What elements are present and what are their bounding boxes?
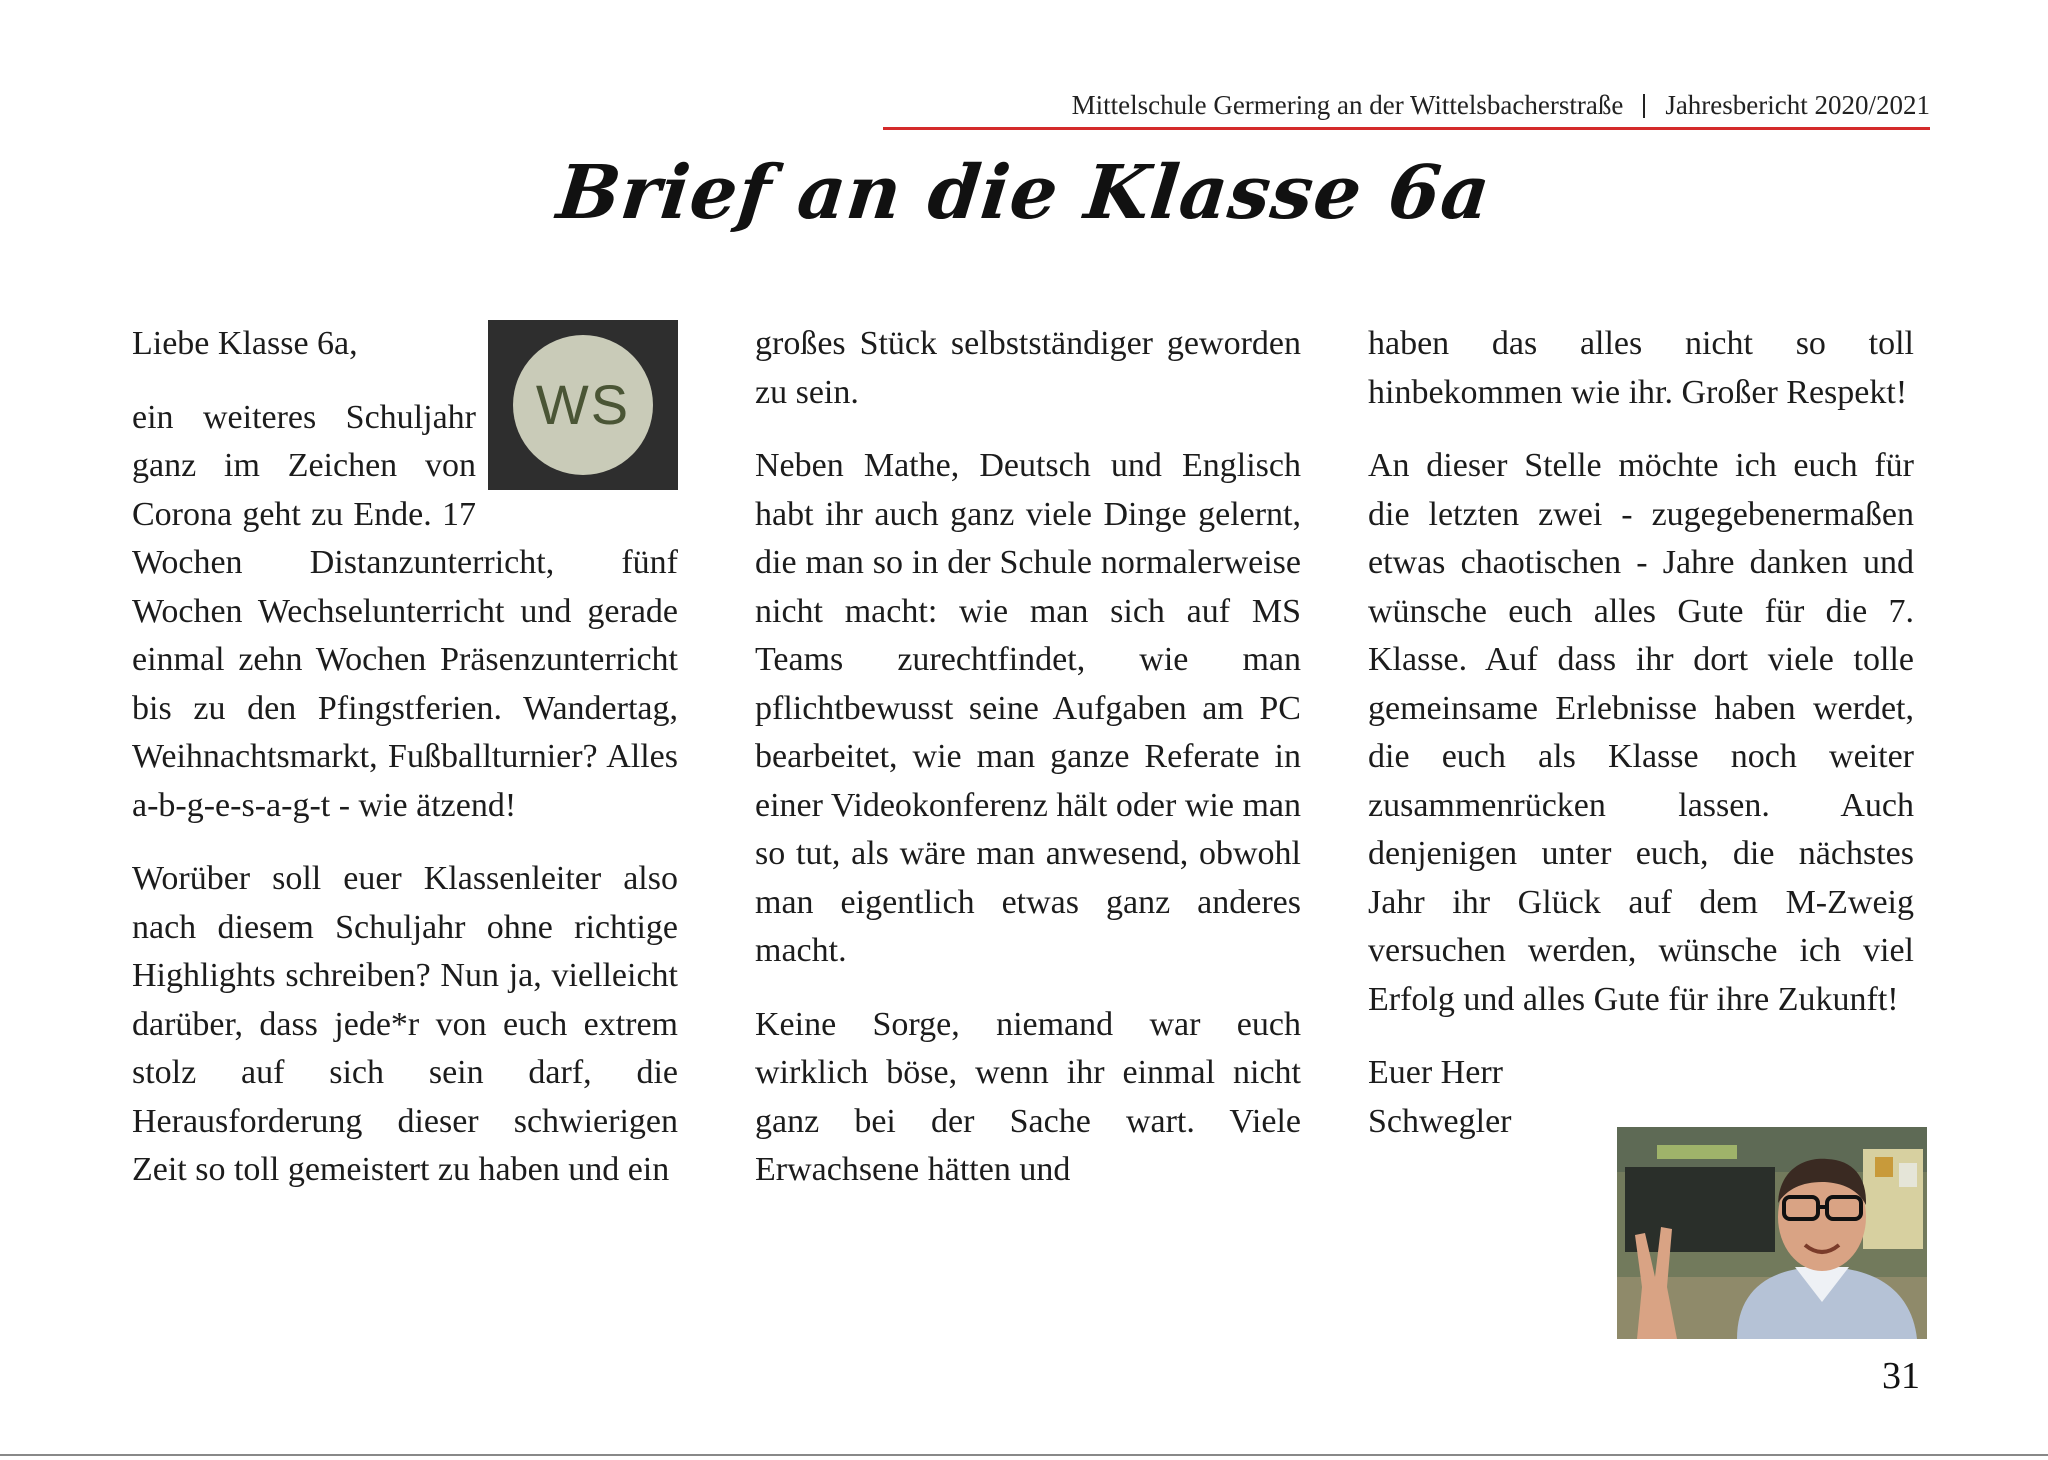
signature-line-1: Euer Herr — [1368, 1054, 1503, 1091]
page-header — [883, 88, 1930, 130]
paragraph: ein weiteres Schuljahr ganz im Zeichen von Corona geht zu Ende. 17 Wochen Distanzunterricht, fünf Wochen Wechselunterricht und gerade einmal zehn Wochen Präsenzunterricht bis zu den Pfingstferien. Wandertag, Weihnachtsmarkt, Fußballturnier? Alles a-b-g-e-s-a-g-t - wie ätzend! — [132, 398, 678, 824]
report-name: Jahresbericht 2020/2021 — [1665, 90, 1930, 120]
school-name: Mittelschule Germering an der Wittelsbacherstraße — [1071, 90, 1624, 120]
paragraph: haben das alles nicht so toll hinbekommen wie ihr. Großer Respekt! — [1368, 325, 1914, 411]
avatar-initials: WS — [513, 335, 653, 475]
salutation: Liebe Klasse 6a, — [132, 325, 358, 362]
bottom-divider — [0, 1454, 2048, 1456]
paragraph: Keine Sorge, niemand war euch wirklich böse, wenn ihr einmal nicht ganz bei der Sache wart. Viele Erwachsene hätten und — [755, 1005, 1301, 1188]
paragraph: An dieser Stelle möchte ich euch für die letzten zwei - zugegebenermaßen etwas chaotischen - Jahre danken und wünsche euch alles Gute für die 7. Klasse. Auf dass ihr dort viele tolle gemeinsame Erlebnisse haben werdet, die euch als Klasse noch weiter zusammenrücken lassen. Auch denjenigen unter euch, die nächstes Jahr ihr Glück auf dem M-Zweig versuchen werden, wünsche ich viel Erfolg und alles Gute für ihre Zukunft! — [1368, 447, 1914, 1018]
teacher-avatar — [488, 320, 678, 490]
teacher-photo-image — [1617, 1127, 1927, 1339]
page-title: Brief an die Klasse 6a — [553, 150, 1495, 236]
paragraph: Neben Mathe, Deutsch und Englisch habt ihr auch ganz viele Dinge gelernt, die man so in der Schule normalerweise nicht macht: wie man sich auf MS Teams zurechtfindet, wie man pflichtbewusst seine Aufgaben am PC bearbeitet, wie man ganze Referate in einer Videokonferenz hält oder wie man so tut, als wäre man anwesend, obwohl man eigentlich etwas ganz anderes macht. — [755, 447, 1301, 969]
signature-line-2: Schwegler — [1368, 1102, 1512, 1140]
column-2 — [755, 320, 1301, 1220]
column-3 — [1368, 320, 1914, 1146]
paragraph: großes Stück selbstständiger geworden zu sein. — [755, 325, 1301, 411]
paragraph: Worüber soll euer Klassenleiter also nach diesem Schuljahr ohne richtige Highlights schreiben? Nun ja, vielleicht darüber, dass jede*r von euch extrem stolz auf sich sein darf, die Herausforderung dieser schwierigen Zeit so toll gemeistert zu haben und ein — [132, 860, 678, 1188]
teacher-photo — [1617, 1127, 1927, 1339]
header-separator — [1643, 94, 1645, 118]
column-1 — [132, 320, 678, 1220]
page-number: 31 — [1882, 1355, 1920, 1397]
